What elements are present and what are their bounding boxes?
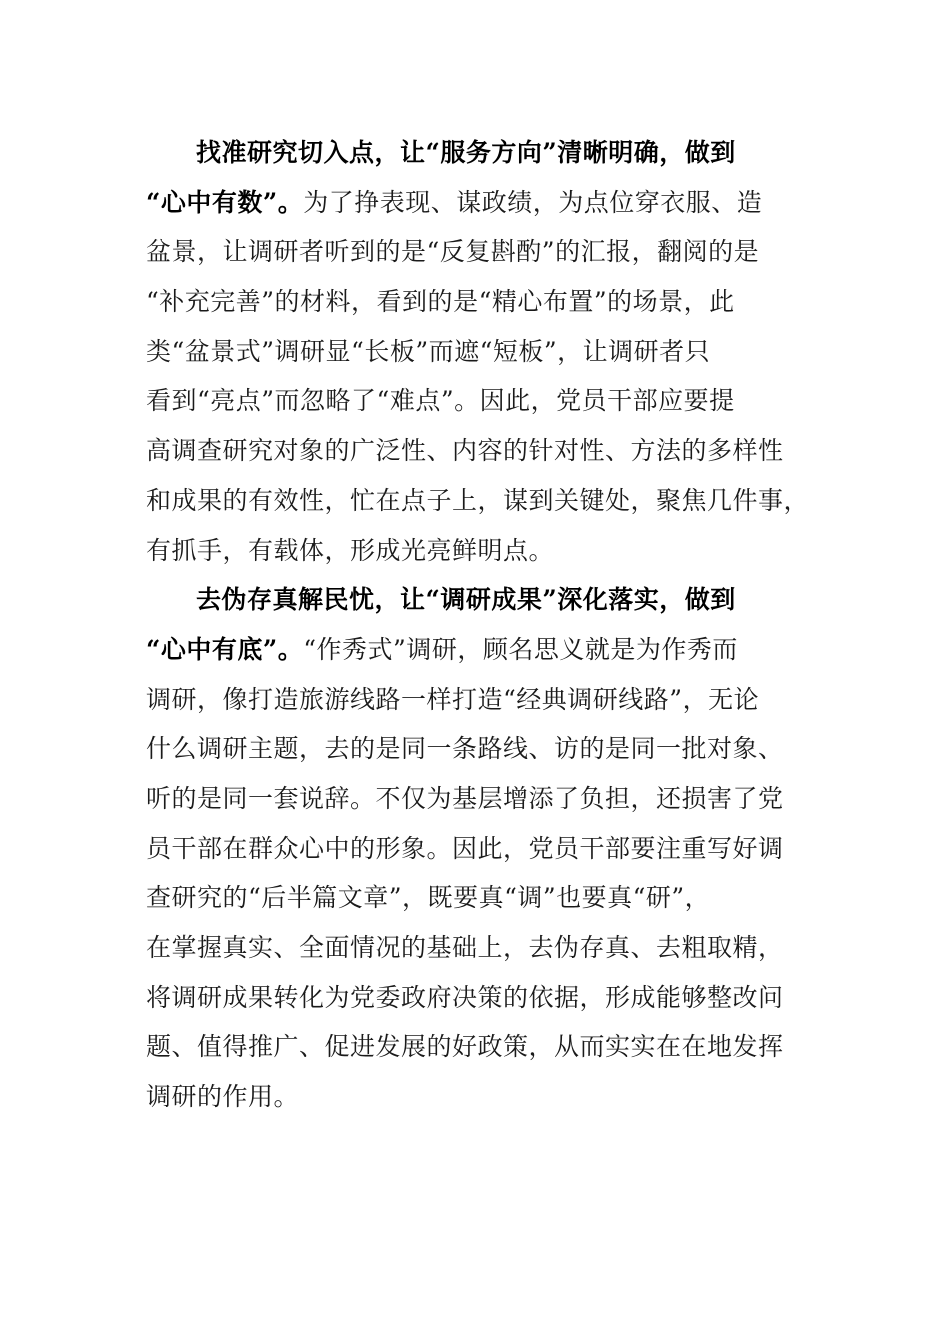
text-line xyxy=(146,227,796,277)
text-line xyxy=(146,873,796,923)
body-text: “作秀式”调研，顾名思义就是为作秀而 xyxy=(303,634,738,664)
body-text: 看到“亮点”而忽略了“难点”。因此，党员干部应要提 xyxy=(146,386,735,416)
text-line xyxy=(146,426,796,476)
paragraph xyxy=(146,128,810,575)
body-text: 听的是同一套说辞。不仅为基层增添了负担，还损害了党 xyxy=(146,783,784,813)
text-line xyxy=(146,476,810,526)
body-text: 和成果的有效性，忙在点子上，谋到关键处，聚焦几件事， xyxy=(146,485,810,515)
body-text: 题、值得推广、促进发展的好政策，从而实实在在地发挥 xyxy=(146,1032,784,1062)
text-line xyxy=(146,1072,796,1122)
body-text: 在掌握真实、全面情况的基础上，去伪存真、去粗取精， xyxy=(146,933,784,962)
body-text: 高调查研究对象的广泛性、内容的针对性、方法的多样性 xyxy=(146,436,784,466)
bold-heading-text: 找准研究切入点，让“服务方向”清晰明确，做到 xyxy=(196,138,736,167)
bold-heading-text: “心中有数”。 xyxy=(146,187,304,217)
text-line xyxy=(146,277,796,327)
text-line xyxy=(146,923,796,973)
text-line xyxy=(146,625,796,675)
body-text: 类“盆景式”调研显“长板”而遮“短板”，让调研者只 xyxy=(146,336,711,366)
text-line xyxy=(146,575,796,625)
document-body xyxy=(146,128,810,1122)
body-text: 调研的作用。 xyxy=(146,1082,300,1112)
body-text: 调研，像打造旅游线路一样打造“经典调研线路”，无论 xyxy=(146,684,760,714)
bold-heading-text: 去伪存真解民忧，让“调研成果”深化落实，做到 xyxy=(196,585,736,615)
text-line xyxy=(146,774,796,824)
bold-heading-text: “心中有底”。 xyxy=(146,634,304,664)
paragraph xyxy=(146,575,796,1122)
text-line xyxy=(146,526,796,576)
body-text: 将调研成果转化为党委政府决策的依据，形成能够整改问 xyxy=(146,982,784,1012)
text-line xyxy=(146,675,796,725)
body-text: 为了挣表现、谋政绩，为点位穿衣服、造 xyxy=(303,187,763,217)
text-line xyxy=(146,178,796,228)
body-text: 员干部在群众心中的形象。因此，党员干部要注重写好调 xyxy=(146,833,784,863)
text-line xyxy=(146,724,796,774)
text-line xyxy=(146,973,796,1023)
text-line xyxy=(146,376,796,426)
body-text: “补充完善”的材料，看到的是“精心布置”的场景，此 xyxy=(146,287,735,317)
body-text: 查研究的“后半篇文章”，既要真“调”也要真“研”， xyxy=(146,883,711,913)
text-line xyxy=(146,1022,796,1072)
body-text: 盆景，让调研者听到的是“反复斟酌”的汇报，翻阅的是 xyxy=(146,237,760,267)
text-line xyxy=(146,128,796,178)
text-line xyxy=(146,824,796,874)
text-line xyxy=(146,327,796,377)
body-text: 什么调研主题，去的是同一条路线、访的是同一批对象、 xyxy=(146,734,784,764)
body-text: 有抓手，有载体，形成光亮鲜明点。 xyxy=(146,535,555,565)
